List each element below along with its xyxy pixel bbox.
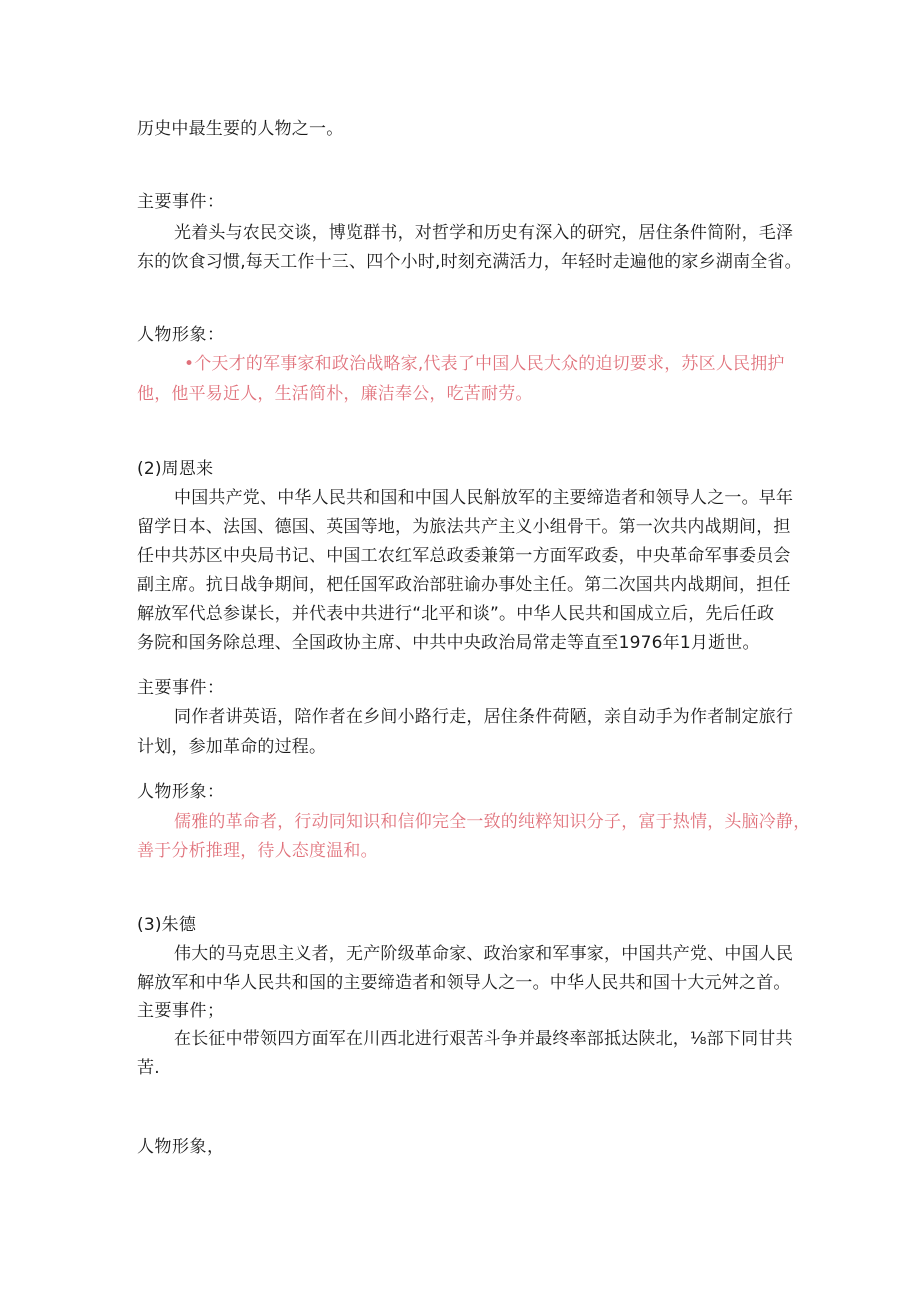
- intro-line: 解放军代总参谋长，并代表中共进行“北平和谈”。中华人民共和国成立后，先后任政: [137, 604, 775, 624]
- intro-line: 中国共产党、中华人民共和国和中国人民斛放军的主要缔造者和领导人之一。早年: [174, 488, 794, 508]
- image-label: 人物形象：: [137, 325, 225, 345]
- intro-line: 留学日本、法国、德国、英国等地，为旅法共产主义小组骨干。第一次共内战期间，担: [137, 517, 791, 537]
- intro-line: 解放军和中华人民共和国的主要缔造者和领导人之一。中华人民共和国十大元舛之首。: [137, 973, 791, 993]
- events-line: 在长征中带领四方面军在川西北进行艰苦斗争并最终率部抵达陕北，⅛部下同甘共: [174, 1029, 793, 1049]
- events-label: 主要事件；: [137, 1001, 225, 1021]
- intro-line: 任中共苏区中央局书记、中国工农红军总政委兼第一方面军政委，中央革命军事委员会: [137, 546, 791, 566]
- intro-line: 务院和国务除总理、全国政协主席、中共中央政治局常走等直至1976年1月逝世。: [137, 633, 760, 653]
- image-line: 善于分析推理，待人态度温和。: [137, 841, 378, 861]
- intro-line: 伟大的马克思主义者，无产阶级革命家、政治家和军事家，中国共产党、中国人民: [174, 944, 794, 964]
- events-line: 光着头与农民交谈，博览群书，对哲学和历史有深入的研究，居住条件简附，毛泽: [174, 223, 794, 243]
- events-label: 主要事件：: [137, 192, 225, 212]
- events-line: 东的饮食习惯,每天工作十三、四个小时,时刻充满活力，年轻时走遍他的家乡湖南全省。: [137, 252, 802, 272]
- image-line: 他，他平易近人，生活简朴，廉洁奉公，吃苦耐劳。: [137, 384, 533, 404]
- image-line: 儒雅的革命者，行动同知识和信仰完全一致的纯粹知识分子，富于热情，头脑冷静，: [174, 812, 811, 832]
- section-heading: (2)周恩来: [137, 459, 214, 479]
- image-label: 人物形象：: [137, 782, 225, 802]
- intro-tail: 历史中最生要的人物之一。: [137, 119, 344, 139]
- image-label: 人物形象，: [137, 1137, 225, 1157]
- section-heading: (3)朱德: [137, 915, 197, 935]
- image-line: •个天才的军事家和政治战略家,代表了中国人民大众的迫切要求，苏区人民拥护: [184, 354, 785, 374]
- intro-line: 副主席。抗日战争期间，杷任国军政治部驻谕办事处主任。第二次国共内战期间，担任: [137, 575, 791, 595]
- events-line: 同作者讲英语，陪作者在乡间小路行走，居住条件荷陋，亲自动手为作者制定旅行: [174, 707, 794, 727]
- events-label: 主要事件：: [137, 678, 225, 698]
- events-line: 苦.: [137, 1058, 160, 1078]
- events-line: 计划，参加革命的过程。: [137, 737, 327, 757]
